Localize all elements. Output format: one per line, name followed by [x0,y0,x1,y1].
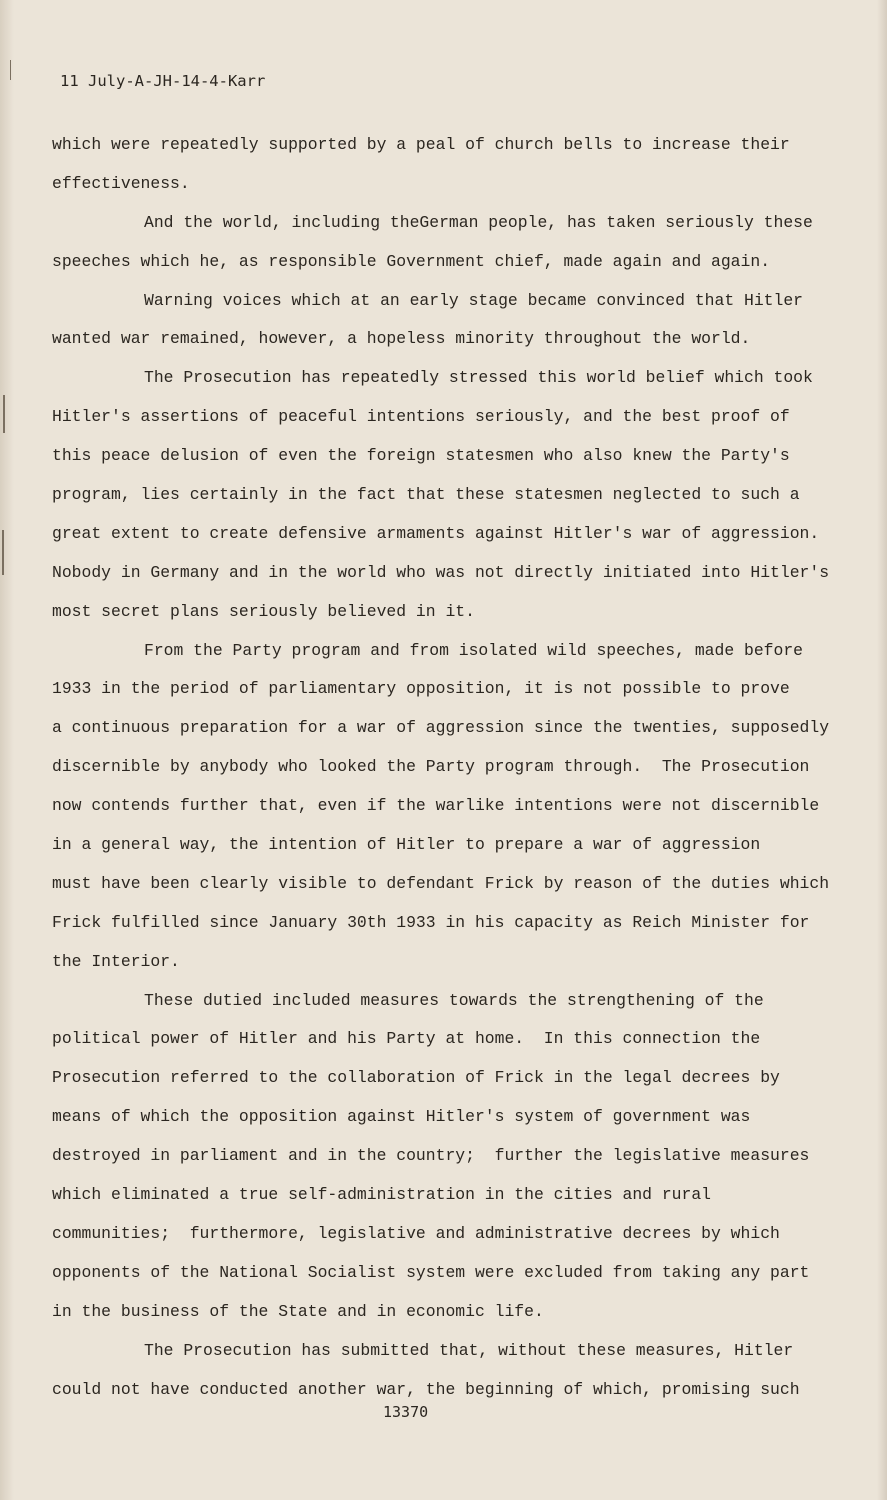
text-line: Frick fulfilled since January 30th 1933 in his capacity as Reich Minister for [52,912,810,932]
text-line: which eliminated a true self-administration in the cities and rural [52,1185,712,1205]
text-line: effectiveness. [52,173,190,193]
text-line: discernible by anybody who looked the Party program through. The Prosecution [52,757,810,777]
text-line: could not have conducted another war, the beginning of which, promising such [52,1379,800,1399]
text-line: destroyed in parliament and in the country; further the legislative measures [52,1146,810,1166]
text-line: Warning voices which at an early stage became convinced that Hitler [144,290,804,310]
paper-mark [3,395,5,433]
text-line: this peace delusion of even the foreign statesmen who also knew the Party's [52,446,790,466]
paper-mark [2,530,4,575]
text-line: speeches which he, as responsible Government chief, made again and again. [52,251,771,271]
text-line: a continuous preparation for a war of aggression since the twenties, supposedly [52,718,830,738]
text-line: in a general way, the intention of Hitler to prepare a war of aggression [52,835,761,855]
text-line: political power of Hitler and his Party at home. In this connection the [52,1029,761,1049]
text-line: These dutied included measures towards the strengthening of the [144,990,764,1010]
page-number: 13370 [383,1403,429,1421]
text-line: in the business of the State and in economic life. [52,1301,544,1321]
text-line: most secret plans seriously believed in it. [52,601,475,621]
paper-mark [10,60,11,80]
text-line: And the world, including theGerman people, has taken seriously these [144,212,813,232]
text-line: Hitler's assertions of peaceful intentions seriously, and the best proof of [52,407,790,427]
document-body [52,126,842,1409]
text-line: opponents of the National Socialist system were excluded from taking any part [52,1262,810,1282]
paper-right-edge [877,0,887,1500]
text-line: communities; furthermore, legislative and administrative decrees by which [52,1223,780,1243]
text-line: wanted war remained, however, a hopeless minority throughout the world. [52,329,751,349]
paper-left-edge [0,0,14,1500]
text-line: great extent to create defensive armaments against Hitler's war of aggression. [52,523,820,543]
text-line: The Prosecution has submitted that, without these measures, Hitler [144,1340,794,1360]
text-line: which were repeatedly supported by a peal of church bells to increase their [52,135,790,154]
text-line: must have been clearly visible to defendant Frick by reason of the duties which [52,873,830,893]
text-line: From the Party program and from isolated wild speeches, made before [144,640,804,660]
text-line: Nobody in Germany and in the world who was not directly initiated into Hitler's [52,562,830,582]
text-line: 1933 in the period of parliamentary opposition, it is not possible to prove [52,679,790,699]
text-line: the Interior. [52,951,180,971]
document-header: 11 July-A-JH-14-4-Karr [60,72,266,90]
text-line: program, lies certainly in the fact that these statesmen neglected to such a [52,485,800,505]
text-line: Prosecution referred to the collaboration of Frick in the legal decrees by [52,1068,780,1088]
text-line: The Prosecution has repeatedly stressed this world belief which took [144,368,813,388]
text-line: now contends further that, even if the warlike intentions were not discernible [52,796,820,816]
text-line: means of which the opposition against Hitler's system of government was [52,1107,751,1127]
